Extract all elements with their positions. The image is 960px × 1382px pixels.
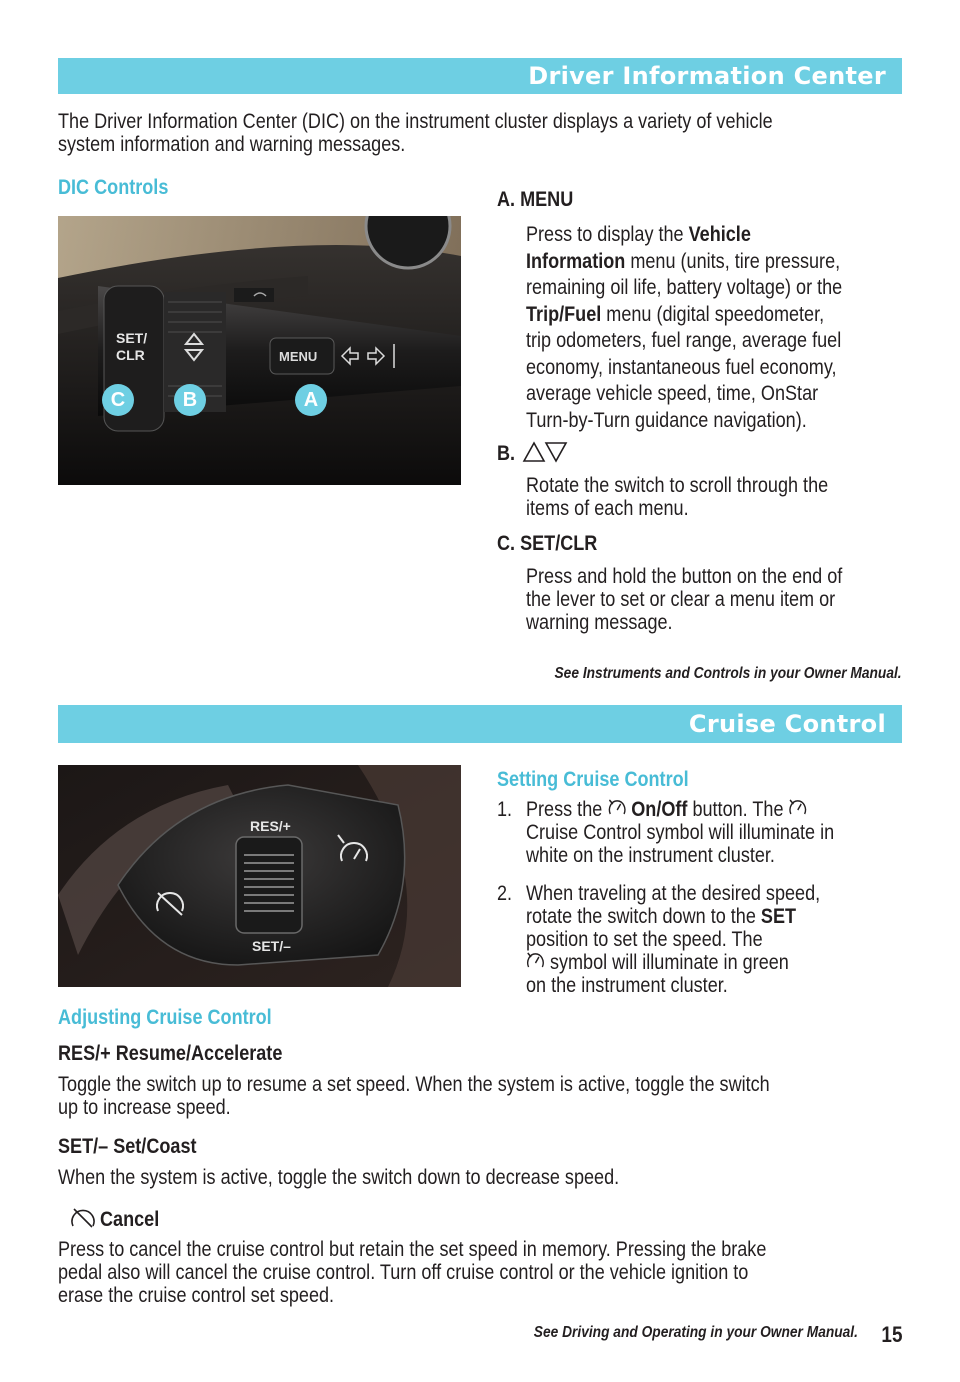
step-1-line-2: Cruise Control symbol will illuminate in xyxy=(526,821,835,844)
step-2-line-3: position to set the speed. The xyxy=(526,928,763,951)
step-1-num-text: 1. xyxy=(497,798,513,821)
item-a-line-6: economy, instantaneous fuel economy, xyxy=(526,355,837,379)
cruise-footnote-text: See Driving and Operating in your Owner Manual. xyxy=(533,1324,858,1341)
cruise-photo-illustration xyxy=(58,765,461,987)
step-1-line-3: white on the instrument cluster. xyxy=(526,844,775,867)
dic-controls-heading xyxy=(58,176,186,199)
item-c-line-3: warning message. xyxy=(526,611,673,634)
cruise-photo-res-text: RES/+ xyxy=(250,818,291,834)
dic-intro-line-2: system information and warning messages. xyxy=(58,133,406,156)
item-a-title-text: A. MENU xyxy=(497,188,574,211)
item-b-body xyxy=(526,474,877,520)
res-body xyxy=(58,1073,886,1119)
dic-photo-menu-text: MENU xyxy=(279,349,318,364)
dic-intro-line-1: The Driver Information Center (DIC) on the instrument cluster displays a variety of vehicle xyxy=(58,110,773,133)
cancel-body xyxy=(58,1238,882,1307)
setting-cruise-heading-text: Setting Cruise Control xyxy=(497,768,689,791)
item-c-body xyxy=(526,565,894,634)
cruise-header-text: Cruise Control xyxy=(688,710,886,738)
item-a-information: Information xyxy=(526,249,626,273)
page-number xyxy=(878,1322,902,1348)
step-2-line-5: on the instrument cluster. xyxy=(526,974,728,997)
item-a-line-8: Turn-by-Turn guidance navigation). xyxy=(526,408,807,432)
dic-header-text: Driver Information Center xyxy=(528,62,886,90)
set-title-text: SET/– Set/Coast xyxy=(58,1135,197,1158)
step-1-line-1a: Press the xyxy=(526,798,608,821)
setting-cruise-heading xyxy=(497,768,720,791)
item-b-line-2: items of each menu. xyxy=(526,497,689,520)
item-c-line-2: the lever to set or clear a menu item or xyxy=(526,588,836,611)
cruise-control-icon xyxy=(526,951,545,971)
step-1-body xyxy=(526,798,884,867)
cancel-line-1: Press to cancel the cruise control but retain the set speed in memory. Pressing the brake xyxy=(58,1238,767,1261)
item-c-title xyxy=(497,532,614,556)
step-2-line-2a: rotate the switch down to the xyxy=(526,905,761,928)
item-a-line-5: trip odometers, fuel range, average fuel xyxy=(526,329,842,352)
item-a-line-7: average vehicle speed, time, OnStar xyxy=(526,382,819,405)
adjusting-cruise-heading xyxy=(58,1006,307,1029)
cancel-line-2: pedal also will cancel the cruise control. Turn off cruise control or the vehicle ignition to xyxy=(58,1261,749,1284)
up-down-triangle-icon xyxy=(520,441,570,465)
item-a-trip-fuel: Trip/Fuel xyxy=(526,302,602,326)
item-a-title xyxy=(497,188,586,212)
res-line-2: up to increase speed. xyxy=(58,1096,231,1119)
cruise-photo-set-text: SET/– xyxy=(252,938,291,954)
res-title-text: RES/+ Resume/Accelerate xyxy=(58,1042,283,1065)
cruise-section-header xyxy=(58,705,902,743)
step-2-num-text: 2. xyxy=(497,882,513,905)
item-c-title-text: C. SET/CLR xyxy=(497,532,598,555)
cancel-title-text: Cancel xyxy=(100,1208,160,1231)
item-a-line-2b: menu (units, tire pressure, xyxy=(625,249,841,273)
dic-intro xyxy=(58,110,889,156)
step-2-set: SET xyxy=(760,905,797,928)
dic-photo-illustration xyxy=(58,216,461,485)
item-b-line-1: Rotate the switch to scroll through the xyxy=(526,474,829,497)
cruise-control-icon xyxy=(789,798,808,818)
set-body xyxy=(58,1166,711,1189)
dic-controls-heading-text: DIC Controls xyxy=(58,176,169,199)
step-2-body xyxy=(526,882,868,997)
item-c-line-1: Press and hold the button on the end of xyxy=(526,565,843,588)
cruise-footnote xyxy=(481,1324,858,1342)
dic-photo-set-text: SET/ xyxy=(116,330,148,346)
dic-section-header xyxy=(58,58,902,94)
item-b-title xyxy=(497,442,518,466)
step-2-number xyxy=(497,882,515,905)
step-1-on-off: On/Off xyxy=(631,798,688,821)
cancel-line-3: erase the cruise control set speed. xyxy=(58,1284,335,1307)
item-a-body xyxy=(526,222,894,434)
item-a-line-4b: menu (digital speedometer, xyxy=(601,302,825,326)
step-2-line-4: symbol will illuminate in green xyxy=(544,951,789,974)
dic-label-b: B xyxy=(174,384,206,416)
res-title xyxy=(58,1042,319,1066)
dic-controls-photo xyxy=(58,216,461,485)
adjusting-cruise-heading-text: Adjusting Cruise Control xyxy=(58,1006,272,1029)
step-1-line-1c: button. The xyxy=(687,798,784,821)
item-a-line-1a: Press to display the xyxy=(526,223,689,246)
set-line-1: When the system is active, toggle the switch down to decrease speed. xyxy=(58,1166,620,1189)
cancel-title xyxy=(100,1208,169,1232)
dic-footnote-text: See Instruments and Controls in your Owner Manual. xyxy=(554,665,902,682)
dic-photo-clr-text: CLR xyxy=(116,347,145,363)
step-1-number xyxy=(497,798,515,821)
dic-footnote xyxy=(498,665,902,683)
cruise-control-icon xyxy=(607,798,626,818)
dic-label-a: A xyxy=(295,384,327,416)
res-line-1: Toggle the switch up to resume a set speed. When the system is active, toggle the switch xyxy=(58,1073,770,1096)
step-2-line-1: When traveling at the desired speed, xyxy=(526,882,821,905)
item-a-vehicle: Vehicle xyxy=(688,223,751,246)
cruise-controls-photo xyxy=(58,765,461,987)
item-b-title-text: B. xyxy=(497,442,516,465)
page-number-text: 15 xyxy=(880,1322,902,1347)
dic-label-c: C xyxy=(102,384,134,416)
set-title xyxy=(58,1135,219,1159)
item-a-line-3: remaining oil life, battery voltage) or the xyxy=(526,276,843,299)
cancel-icon xyxy=(70,1206,96,1230)
